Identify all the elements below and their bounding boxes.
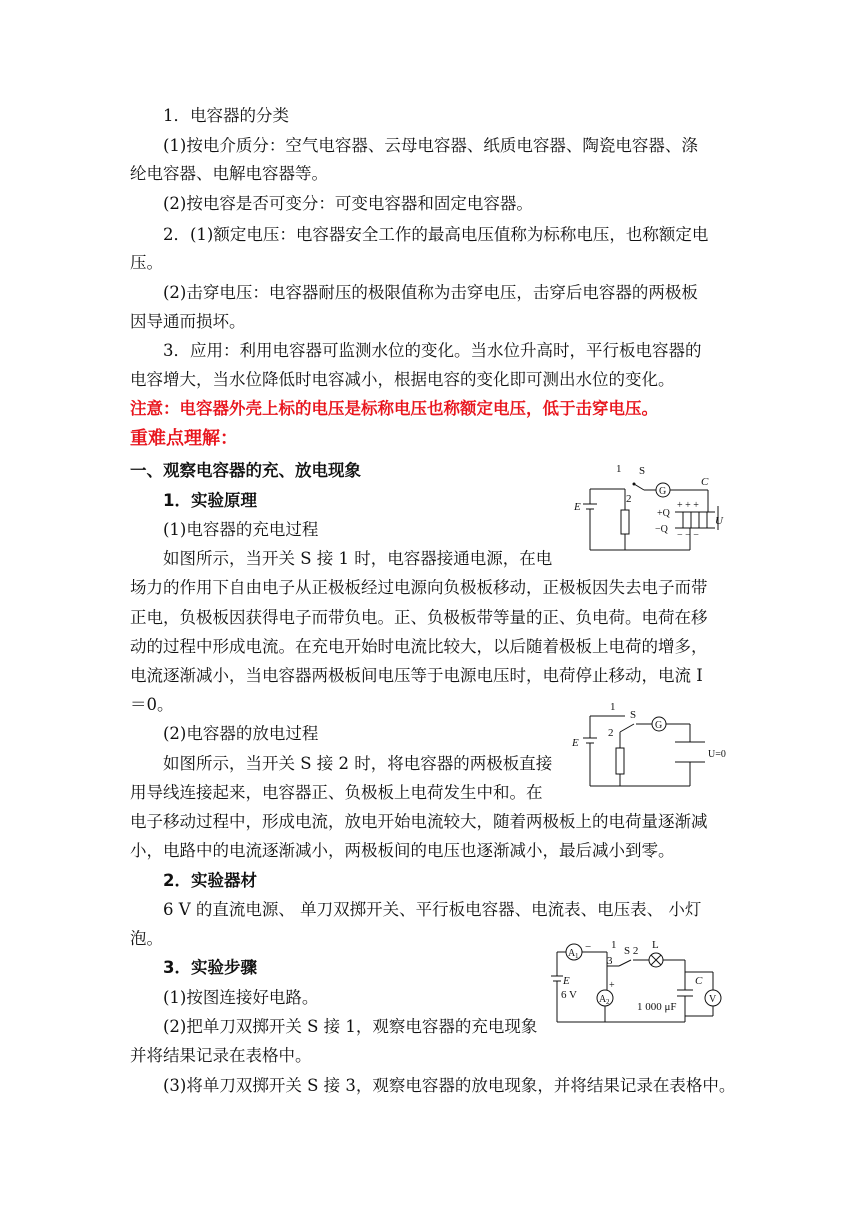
note-line: 注意：电容器外壳上标的电压是标称电压也称额定电压，低于击穿电压。	[130, 399, 658, 418]
fig3-label-l: L	[652, 939, 659, 951]
paragraph-line: 因导通而损坏。	[130, 312, 246, 331]
fig2-label-2: 2	[608, 727, 614, 739]
fig1-label-u: U	[715, 515, 723, 527]
fig3-label-6v: 6 V	[561, 989, 577, 1001]
fig2-label-1: 1	[610, 701, 616, 713]
galvanometer-symbol: G	[655, 720, 663, 731]
ammeter-1-subscript: 1	[575, 952, 579, 960]
fig1-label-e: E	[574, 501, 581, 513]
fig3-plus: +	[609, 980, 615, 991]
fig1-label-minus-q: −Q	[655, 524, 668, 535]
paragraph-line: 泡。	[130, 929, 163, 948]
paragraph-line: (1)电容器的充电过程	[163, 520, 319, 539]
fig3-label-e: E	[563, 975, 570, 987]
paragraph-line: (2)把单刀双掷开关 S 接 1，观察电容器的充电现象	[163, 1017, 538, 1036]
fig1-label-2: 2	[626, 493, 632, 505]
voltmeter-symbol: V	[709, 994, 717, 1005]
paragraph-line: 6 V 的直流电源、 单刀双掷开关、平行板电容器、电流表、电压表、 小灯	[163, 900, 702, 919]
subsection-heading: 2．实验器材	[163, 871, 257, 890]
paragraph-line: 用导线连接起来，电容器正、负极板上电荷发生中和。在	[130, 783, 543, 802]
paragraph-line: (2)击穿电压：电容器耐压的极限值称为击穿电压，击穿后电容器的两极板	[163, 283, 698, 302]
ammeter-2-symbol: A	[599, 994, 607, 1005]
fig2-label-e: E	[572, 737, 579, 749]
paragraph-line: 如图所示，当开关 S 接 2 时，将电容器的两极板直接	[163, 754, 553, 773]
paragraph-line: 压。	[130, 253, 163, 272]
fig3-label-s2: S 2	[624, 945, 639, 957]
ammeter-2-subscript: 2	[606, 998, 610, 1006]
paragraph-line: (1)按图连接好电路。	[163, 988, 319, 1007]
fig1-label-plus-q: +Q	[657, 508, 670, 519]
paragraph-line: 并将结果记录在表格中。	[130, 1046, 312, 1065]
discharging-circuit-diagram	[570, 702, 735, 792]
fig1-plus-signs: + + +	[677, 500, 699, 511]
fig3-capacitance-label: 1 000 μF	[637, 1001, 677, 1013]
section-1-title: 1．电容器的分类	[163, 106, 289, 125]
section-heading: 一、观察电容器的充、放电现象	[130, 461, 361, 480]
galvanometer-symbol: G	[659, 486, 667, 497]
fig1-label-s: S	[639, 465, 646, 477]
paragraph-line: 3．应用：利用电容器可监测水位的变化。当水位升高时，平行板电容器的	[163, 341, 702, 360]
fig3-minus: −	[585, 941, 592, 953]
fig2-label-s: S	[630, 709, 637, 721]
paragraph-line: ＝0。	[130, 695, 174, 714]
paragraph-line: 小，电路中的电流逐渐减小，两极板间的电压也逐渐减小，最后减小到零。	[130, 841, 675, 860]
fig3-label-3: 3	[607, 955, 613, 967]
paragraph-line: 动的过程中形成电流。在充电开始时电流比较大，以后随着极板上电荷的增多，	[130, 637, 708, 656]
paragraph-line: 如图所示，当开关 S 接 1 时，电容器接通电源，在电	[163, 549, 553, 568]
paragraph-line: (2)按电容是否可变分：可变电容器和固定电容器。	[163, 194, 533, 213]
paragraph-line: (1)按电介质分：空气电容器、云母电容器、纸质电容器、陶瓷电容器、涤	[163, 136, 698, 155]
paragraph-line: 电子移动过程中，形成电流，放电开始电流较大，随着两极板上的电荷量逐渐减	[130, 812, 708, 831]
experiment-circuit-diagram	[545, 938, 730, 1028]
fig1-label-c: C	[701, 476, 709, 488]
subsection-heading: 3．实验步骤	[163, 958, 257, 977]
ammeter-1-symbol: A	[568, 948, 576, 959]
fig1-label-1: 1	[616, 463, 622, 475]
charging-circuit-diagram	[570, 462, 730, 557]
paragraph-line: (2)电容器的放电过程	[163, 724, 319, 743]
fig1-minus-signs: − − −	[677, 530, 699, 541]
subsection-heading: 1．实验原理	[163, 491, 257, 510]
paragraph-line: (3)将单刀双掷开关 S 接 3，观察电容器的放电现象，并将结果记录在表格中。	[163, 1076, 736, 1095]
paragraph-line: 2．(1)额定电压：电容器安全工作的最高电压值称为标称电压，也称额定电	[163, 225, 709, 244]
fig3-label-1: 1	[611, 939, 617, 951]
fig3-label-c: C	[695, 975, 703, 987]
paragraph-line: 电流逐渐减小，当电容器两极板间电压等于电源电压时，电荷停止移动，电流 I	[130, 666, 703, 685]
fig2-label-u-zero: U=0	[708, 749, 726, 760]
paragraph-line: 正电，负极板因获得电子而带负电。正、负极板带等量的正、负电荷。电荷在移	[130, 608, 708, 627]
paragraph-line: 场力的作用下自由电子从正极板经过电源向负极板移动，正极板因失去电子而带	[130, 578, 708, 597]
paragraph-line: 电容增大，当水位降低时电容减小，根据电容的变化即可测出水位的变化。	[130, 370, 675, 389]
key-points-heading: 重难点理解：	[130, 428, 238, 449]
paragraph-line: 纶电容器、电解电容器等。	[130, 164, 328, 183]
